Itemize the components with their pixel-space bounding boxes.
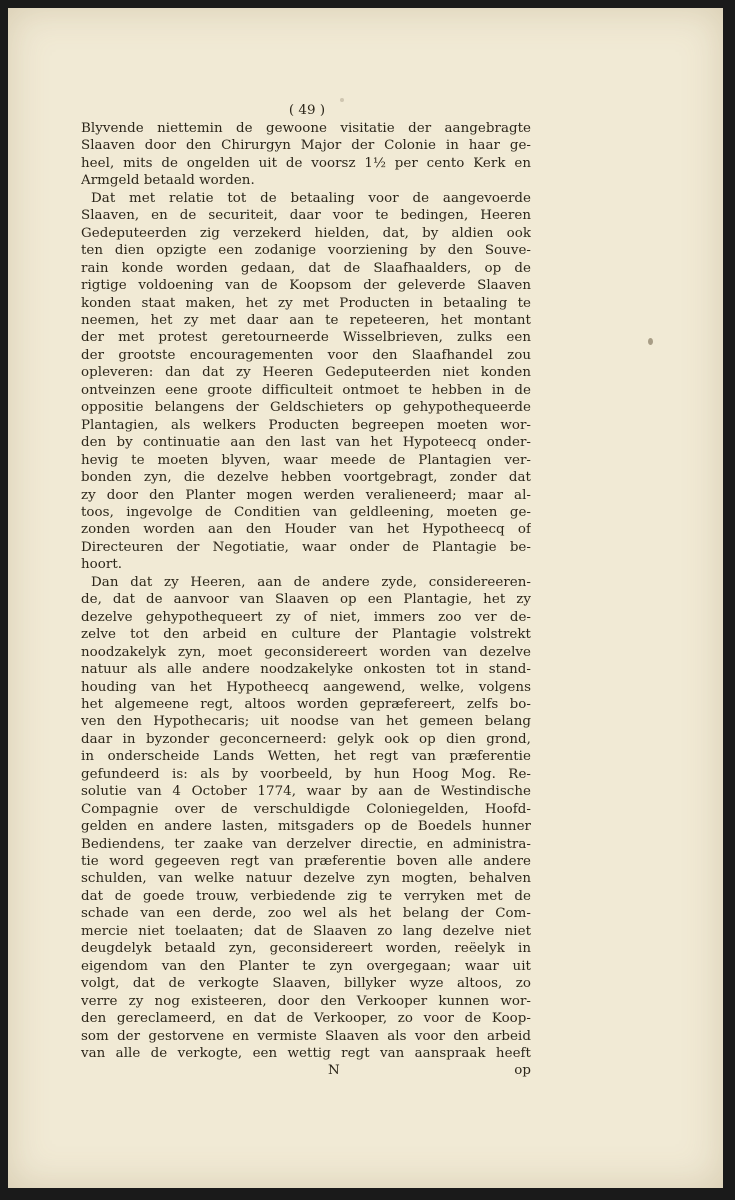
text-line: houding van het Hypotheecq aangewend, welke, volgens [81,679,531,695]
text-line: noodzakelyk zyn, moet geconsidereert worden van dezelve [81,644,531,660]
text-line: Blyvende niettemin de gewoone visitatie der aangebragte [81,121,531,136]
text-line: hevig te moeten blyven, waar meede de Plantagien ver- [81,452,531,468]
text-line: de, dat de aanvoor van Slaaven op een Plantagie, het zy [81,592,531,608]
text-line: eigendom van den Planter te zyn overgegaan; waar uit [81,958,531,974]
text-line: Dan dat zy Heeren, aan de andere zyde, considereeren- [91,574,531,590]
text-line: Armgeld betaald worden. [81,173,255,189]
text-line: rain konde worden gedaan, dat de Slaafhaalders, op de [81,260,531,276]
text-line: rigtige voldoening van de Koopsom der geleverde Slaaven [81,278,531,294]
text-line: Slaaven, en de securiteit, daar voor te bedingen, Heeren [81,208,531,224]
text-line: konden staat maken, het zy met Producten in betaaling te [81,295,531,311]
text-line: deugdelyk betaald zyn, geconsidereert worden, reëelyk in [81,941,531,957]
text-line: natuur als alle andere noodzakelyke onkosten tot in stand- [81,662,531,678]
text-line: den by continuatie aan den last van het Hypoteecq onder- [81,435,531,451]
text-line: tie word gegeeven regt van præferentie boven alle andere [81,854,531,870]
catchword: op [514,1063,531,1079]
text-line: verre zy nog existeeren, door den Verkooper kunnen wor- [81,993,531,1009]
text-line: ontveinzen eene groote difficulteit ontmoet te hebben in de [81,382,531,398]
text-line: dezelve gehypothequeert zy of niet, immers zoo ver de- [81,609,531,625]
text-line: der met protest geretourneerde Wisselbrieven, zulks een [81,330,531,346]
text-line: schulden, van welke natuur dezelve zyn mogten, behalven [81,871,531,887]
text-line: zelve tot den arbeid en culture der Plantagie volstrekt [81,627,531,643]
text-line: der grootste encouragementen voor den Slaafhandel zou [81,347,531,363]
text-line: het algemeene regt, altoos worden gepræfereert, zelfs bo- [81,696,531,712]
text-line: den gereclameerd, en dat de Verkooper, zo voor de Koop- [81,1011,531,1027]
paragraph [81,190,531,574]
text-line: van alle de verkogte, een wettig regt van aanspraak heeft [81,1046,531,1062]
text-line: Directeuren der Negotiatie, waar onder de Plantagie be- [81,539,531,555]
text-line: volgt, dat de verkogte Slaaven, billyker wyze altoos, zo [81,976,531,992]
page-footer [81,1062,531,1080]
text-line: ven den Hypothecaris; uit noodse van het gemeen belang [81,714,531,730]
text-line: zonden worden aan den Houder van het Hypotheecq of [81,522,531,538]
text-line: Compagnie over de verschuldigde Coloniegelden, Hoofd- [81,801,531,817]
text-line: Bediendens, ter zaake van derzelver directie, en administra- [81,836,531,852]
text-line: gefundeerd is: als by voorbeeld, by hun Hoog Mog. Re- [81,766,531,782]
text-line: in onderscheide Lands Wetten, het regt van præferentie [81,749,531,765]
text-line: oppositie belangens der Geldschieters op gehypothequeerde [81,400,531,416]
text-line: som der gestorvene en vermiste Slaaven als voor den arbeid [81,1028,531,1044]
text-line: hoort. [81,557,123,573]
page-text-block [81,102,531,1080]
text-line: schade van een derde, zoo wel als het belang der Com- [81,906,531,922]
signature-mark: N [328,1063,340,1079]
text-line: toos, ingevolge de Conditien van geldleening, moeten ge- [81,504,531,520]
text-line: solutie van 4 October 1774, waar by aan de Westindische [81,784,531,800]
text-line: neemen, het zy met daar aan te repeteeren, het montant [81,312,531,328]
scanned-page [8,8,723,1188]
paragraph [81,120,531,190]
text-line: dat de goede trouw, verbiedende zig te verryken met de [81,888,531,904]
paragraph [81,574,531,1063]
text-line: Slaaven door den Chirurgyn Major der Colonie in haar ge- [81,138,531,154]
text-line: mercie niet toelaaten; dat de Slaaven zo lang dezelve niet [81,923,531,939]
text-line: ten dien opzigte een zodanige voorziening by den Souve- [81,243,531,259]
text-line: Dat met relatie tot de betaaling voor de aangevoerde [91,190,531,206]
text-line: gelden en andere lasten, mitsgaders op de Boedels hunner [81,819,531,835]
text-line: zy door den Planter mogen werden veralieneerd; maar al- [81,487,531,503]
text-line: Gedeputeerden zig verzekerd hielden, dat, by aldien ook [81,225,531,241]
page-number: ( 49 ) [288,103,326,118]
text-line: opleveren: dan dat zy Heeren Gedeputeerden niet konden [81,365,531,381]
text-line: bonden zyn, die dezelve hebben voortgebragt, zonder dat [81,470,531,486]
text-line: Plantagien, als welkers Producten begreepen moeten wor- [81,417,531,433]
text-line: daar in byzonder geconcerneerd: gelyk ook op dien grond, [81,731,531,747]
text-line: heel, mits de ongelden uit de voorsz 1½ per cento Kerk en [81,155,531,171]
ink-speck [648,338,653,345]
